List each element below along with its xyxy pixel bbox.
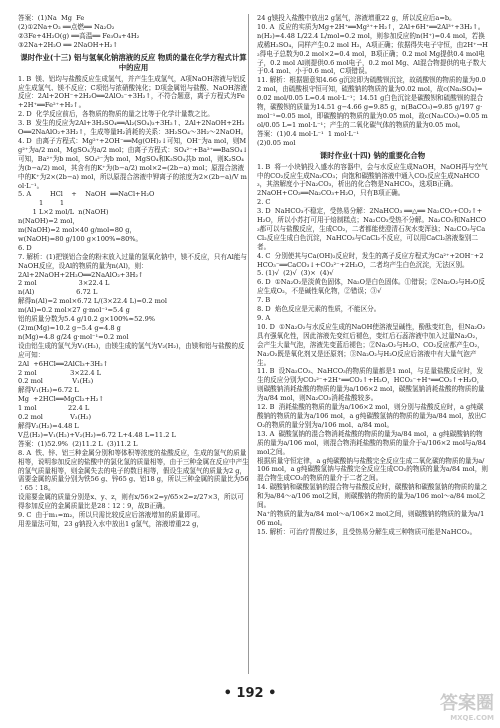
left-text-line: V总(H₂)=V₁(H₂)+V₂(H₂)=6.72 L+4.48 L=11.2 L — [18, 430, 176, 439]
right-text-line: 12. B 消耗盐酸的物质的量为a/106×2 mol，则分别与盐酸反应时，a g纯碳酸钠的物质的量为a/106 mol，a g纯碳酸氢钠的物质的量为a/84 mol，放出CO₂的物质的量分别为a/106 mol、a/84 mol。 — [257, 403, 487, 429]
left-text-line: 2. D 化学反应前后，各物质的物质的量之比等于化学计量数之比。 — [18, 110, 214, 119]
left-text-line: 3. B 发生的反应为2Al+3H₂SO₄══Al₂(SO₄)₃+3H₂↑、2Al+2NaOH+2H₂O══2NaAlO₂+3H₂↑，生成等量H₂消耗的关系：3H₂SO₄～3H₂～2NaOH。 — [18, 119, 248, 137]
right-text-line: 24 g镁投入盐酸中放出2 g氢气，溶液增重22 g，所以反应后a=b。 — [257, 14, 456, 22]
left-text-line: m(Al)=0.2 mol×27 g·mol⁻¹=5.4 g — [18, 306, 130, 315]
left-text-line: 2Al+2NaOH+2H₂O══2NaAlO₂+3H₂↑ — [18, 270, 144, 279]
right-text-line: 13. A 碳酸氢钠的混合物消耗盐酸的物质的量为a/84 mol，a g纯碳酸钠的物质的量为a/106 mol，则混合物消耗盐酸的物质的量介于a/106×2 mol与a/84 mol之间。 — [257, 429, 488, 456]
right-text-line: 11. B 设Na₂CO₃、NaHCO₃的物质的量都是1 mol，与足量盐酸反应时，发生的反应分别为CO₃²⁻+2H⁺══CO₂↑+H₂O，HCO₃⁻+H⁺══CO₂↑+H₂O，则碳酸钠消耗盐酸的物质的量为a/106×2 mol，碳酸氢钠消耗盐酸的物质的量为a/84 mol，则Na₂CO₃消耗盐酸较多。 — [257, 367, 485, 403]
left-text-line: 6. D — [18, 243, 32, 252]
right-column — [257, 14, 488, 676]
right-text-line: 3. D NaHCO₃不稳定，受热易分解：2NaHCO₃ ══△══ Na₂CO₃+CO₂↑+H₂O，所以小苏打可用于焙制糕点；Na₂CO₃受热不分解。Na₂CO₃和NaHCO₃都可以与盐酸反应，生成CO₂，二者都能使澄清石灰水变浑浊；Na₂CO₃与CaCl₂反应生成白色沉淀，NaHCO₃与CaCl₂不反应，可以用CaCl₂溶液鉴别二者。 — [257, 207, 487, 251]
right-text-line: 5. (1)√ (2)√ (3)× (4)√ — [257, 269, 334, 278]
right-text-line: 2NaOH+CO₂══Na₂CO₃+H₂O，只有B项正确。 — [257, 189, 405, 198]
right-text-line: 答案：(1)0.4 mol·L⁻¹ 1 mol·L⁻¹ — [257, 129, 360, 138]
left-text-line: n(Mg)=4.8 g/24 g·mol⁻¹=0.2 mol — [18, 332, 129, 341]
page-number: • 192 • — [223, 686, 277, 701]
right-text-line: (2)0.05 mol — [257, 138, 296, 147]
column-divider — [248, 14, 249, 674]
watermark-text: 答案圈 — [440, 693, 494, 714]
right-text-line: 14. 碳酸钠和碳酸氢钠的混合物与盐酸反应时，碳酸钠和碳酸氢钠的物质的量之和为a/84～a/106 mol之间，则碳酸钠的物质的量为a/106 mol～a/84 mol之间。 — [257, 483, 488, 510]
left-text-line: 解得n(Al)=2 mol×6.72 L/(3×22.4 L)=0.2 mol — [18, 297, 167, 306]
left-text-line: m(NaOH)=2 mol×40 g/mol=80 g， — [18, 226, 137, 235]
right-text-line: 6. D ①Na₂O₂是淡黄色固体，Na₂O是白色固体。①错误；②Na₂O₂与H₂O反应生成O₂，不是碱性氧化物，②错误；③√ — [257, 278, 485, 296]
left-text-line: 解得V₁(H₂)=6.72 L — [18, 386, 79, 395]
left-text-line: 0.2 mol V₂(H₂) — [18, 413, 92, 422]
right-text-line: 2. C — [257, 198, 271, 207]
right-text-line: 1. B 将一小块钠投入盛水的容器中，会与水反应生成NaOH，NaOH再与空气中的CO₂反应生成Na₂CO₃；向饱和碳酸钠溶液中通入CO₂反应生成NaHCO₃，其溶解度小于Na₂CO₃，析出的化合物是NaHCO₃，选项B正确。 — [257, 162, 488, 189]
left-text-line: 1 mol 22.4 L — [18, 404, 90, 413]
left-text-line: 答案：(1)52.9% (2)11.2 L (3)11.2 L — [18, 439, 138, 448]
left-text-line: (2)m(Mg)=10.2 g−5.4 g=4.8 g — [18, 324, 121, 332]
left-text-line: 设由铝生成的氢气为V₁(H₂)，由镁生成的氢气为V₂(H₂)，由镁和铝与盐酸的反应可知： — [18, 341, 245, 359]
left-text-line: Mg +2HCl══MgCl₂+H₂↑ — [18, 395, 104, 404]
left-text-line: 铝的质量分数为5.4 g/10.2 g×100%≈52.9% — [18, 315, 156, 324]
left-text-line: n(NaOH)=2 mol， — [18, 217, 79, 226]
left-text-line: w(NaOH)=80 g/100 g×100%=80%。 — [18, 234, 143, 243]
left-section-heading: 课时作业(十三) 铝与氢氧化钠溶液的反应 物质的量在化学方程式计算中的应用 — [20, 52, 247, 72]
right-text-line: 9. A — [257, 314, 271, 322]
left-text-line: n(Al) 6.72 L — [18, 288, 98, 297]
watermark-logo — [422, 694, 494, 724]
left-text-line: 1. B 镁、铝均与盐酸反应生成氢气，并产生生成氢气，A项NaOH溶液与铝反应生成氢气、镁不反应；C项铝与浓硝酸钝化；D项金属铝与盐酸、NaOH溶液反应：2Al+2OH⁻+2H₂O══2AlO₂⁻+3H₂↑，不符合题意，离子方程式为Fe+2H⁺══Fe²⁺+H₂↑。 — [18, 74, 247, 110]
right-text-line: 8. D 焰色反应是元素的性质，不能区分。 — [257, 305, 381, 314]
right-text-line: 根据质量守恒定律，a g纯碳酸钠与盐酸完全反应生成二氧化碳的物质的量为a/106 mol，a g纯碳酸氢钠与盐酸完全反应生成CO₂的物质的量为a/84 mol，则混合物生成CO₂的物质的量介于二者之间。 — [257, 456, 488, 483]
right-text-line: 10. D ①Na₂O₂与水反应生成的NaOH使溶液呈碱性，酚酞变红色，但Na₂O₂具有强氧化性，因此溶液先变红后褪色，变红后石蕊溶液中加入过量Na₂O₂，会产生大量气泡，溶液先变蓝后褪色；②Na₂O₂与H₂O、CO₂反应都产生O₂，Na₂O₂既是氧化剂又是还原剂；③Na₂O₂与H₂O反应后溶液中有大量气泡产生。 — [257, 322, 486, 367]
left-text-line: 5. A HCl + NaOH ══NaCl+H₂O — [18, 190, 155, 199]
left-text-line: 1 L×2 mol/L n(NaOH) — [18, 208, 109, 217]
left-text-line: 1 1 — [18, 199, 65, 208]
right-text-line: Na⁺的物质的量为a/84 mol～a/106×2 mol之间，则碳酸钠的物质的量为a/106 mol。 — [257, 509, 485, 527]
left-text-line: 2Al +6HCl══2AlCl₃+3H₂↑ — [18, 359, 109, 368]
left-column — [18, 14, 249, 676]
right-text-line: 11. 解析：根据题意知4.66 g沉淀即为硫酸钡沉淀，故硫酸钡的物质的量为0.02 mol，由硫酸根守恒可知，硫酸钠的物质的量为0.02 mol，故c(Na₂SO₄)=0.02 mol/0.05 L=0.4 mol·L⁻¹；14.51 g白色沉淀是碳酸钡和硫酸钡的混合物，碳酸钡的质量为14.51 g−4.66 g=9.85 g，n(BaCO₃)=9.85 g/197 g·mol⁻¹=0.05 mol，即碳酸钠的物质的量为0.05 mol，故c(Na₂CO₃)=0.05 mol/0.05 L=1 mol·L⁻¹；产生的二氧化碳气体的物质的量为0.05 mol。 — [257, 76, 488, 129]
left-text-line: 2 mol 3×22.4 L — [18, 279, 110, 288]
left-text-line: 4. D 由离子方程式：Mg²⁺+2OH⁻══Mg(OH)₂↓可知，OH⁻为a mol，则Mg²⁺为a/2 mol，MgSO₄为a/2 mol；由离子方程式：SO₄²⁻+Ba²⁺══BaSO₄↓可知，Ba²⁺为b mol，SO₄²⁻为b mol，MgSO₄和K₂SO₄共b mol，则K₂SO₄为(b−a/2) mol，其含有的K⁺为(b−a/2) mol×2=(2b−a) mol；原混合溶液中的K⁺为2×(2b−a) mol，所以原混合溶液中钾离子的浓度为2×(2b−a)/V mol·L⁻¹。 — [18, 136, 248, 190]
left-text-line: 设需要金属的质量分别是x、y、z，则有x/56×2=y/65×2=z/27×3，所以可得参加反应的金属质量比是28∶12∶9，故B正确。 — [18, 493, 244, 511]
right-section-heading: 课时作业(十四) 钠的重要化合物 — [319, 150, 426, 160]
left-text-line: 解得V₂(H₂)=4.48 L — [18, 421, 79, 430]
left-text-line: 0.2 mol V₁(H₂) — [18, 377, 94, 386]
left-text-line: 2 mol 3×22.4 L — [18, 368, 102, 377]
left-text-line: 9. C 由于m₁=m₂，所以只需比较反应后溶液增加的质量即可。 — [18, 511, 205, 520]
right-text-line: 4. C 分别使其与Ca(OH)₂反应时，发生的离子反应方程式为Ca²⁺+2OH⁻+2HCO₃⁻══CaCO₃↓+CO₃²⁻+2H₂O，二者均产生白色沉淀，无法区别。 — [257, 251, 484, 269]
left-text-line: ③2Na+2H₂O ══ 2NaOH+H₂↑ — [18, 40, 118, 49]
left-text-line: 用差量法可知，23 g钠投入水中放出1 g氢气，溶液增重22 g， — [18, 519, 203, 528]
watermark-url: MXQE.COM — [450, 714, 494, 722]
left-text-line: (2)①2Na+O₂ ══点燃══ Na₂O₂ — [18, 22, 115, 31]
left-text-line: 答案：(1)Na Mg Fe — [18, 14, 85, 22]
left-text-line: 8. A 铁、锌、铝三种金属分别和等体积等浓度的盐酸反应，生成的氢气的质量相等，说明参加反应的盐酸中的氯化氢的质量相等，由于三种金属在反应中产生的氢气质量相等，则金属失去的电子的数目相等，假设生成氢气的质量为2 g，需要金属的质量分别为铁56 g、锌65 g、铝18 g，所以三种金属的质量比为56∶65∶18。 — [18, 448, 249, 493]
left-text-line: ②3Fe+4H₂O(g) ══高温══ Fe₃O₄+4H₂ — [18, 31, 140, 40]
right-text-line: 7. B — [257, 296, 271, 305]
right-text-line: 15. 解析：可治疗胃酸过多，且受热易分解生成三种物质可能是NaHCO₃。 — [257, 527, 477, 536]
left-text-line: 7. 解析：(1)把镁铝合金的粉末放入过量的氢氧化钠中，镁不反应，只有Al能与NaOH反应，设Al的物质的量为n(Al)，则： — [18, 252, 248, 270]
right-text-line: 10. A 反应的实质为Mg+2H⁺══Mg²⁺+H₂↑，2Al+6H⁺══2Al³⁺+3H₂↑。n(H₂)=4.48 L/22.4 L/mol=0.2 mol，则参加反应的n(H⁺)=0.4 mol，若换成稀H₂SO₄，同样产生0.2 mol H₂，A项正确；依据得失电子守恒，由2H⁺→H₂得电子总数为0.2 mol×2=0.4 mol，B项正确；0.2 mol Mg提供0.4 mol电子，0.2 mol Al则提供0.6 mol电子，0.2 mol Mg、Al混合物提供的电子数大于0.4 mol、小于0.6 mol，C项错误。 — [257, 22, 488, 76]
